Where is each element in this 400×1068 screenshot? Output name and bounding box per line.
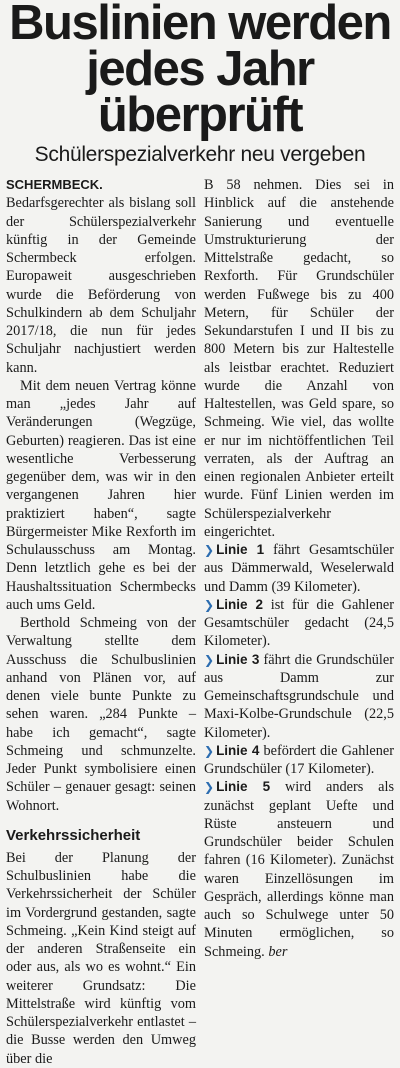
paragraph-schmeing: Berthold Schmeing von der Verwaltung stellte dem Ausschuss die Schulbuslinien anhand von Plänen vor, auf denen viele bunte Punkte zu sehen waren. „284 Punkte – habe ich gemacht“, sagte Schmeing und schmunzelte. Jeder Punkt symbolisiere einen Schüler – genauer gesagt: seinen Wohnort.: [6, 615, 196, 814]
triangle-bullet-icon: ❯: [204, 597, 215, 612]
article-columns: [6, 176, 394, 1068]
line-item-5: [204, 778, 394, 961]
line-3-label: Linie 3: [216, 651, 260, 667]
line-item-2: [204, 596, 394, 651]
headline-line-2: jedes Jahr: [86, 42, 314, 96]
triangle-bullet-icon: ❯: [204, 743, 215, 758]
triangle-bullet-icon: ❯: [204, 652, 215, 667]
section-heading: Verkehrssicherheit: [6, 826, 141, 844]
line-2-label: Linie 2: [216, 596, 263, 612]
paragraph-safety: Bei der Planung der Schulbuslinien habe die Verkehrssicherheit der Schüler im Vordergrund gestanden, sagte Schmeing. „Kein Kind steigt auf der anderen Straßenseite ein oder aus, als wo es wohnt.“ Ein weiterer Grundsatz: Die Mittelstraße wird künftig vom Schülerspezialverkehr entlastet – die Busse werden den Umweg über die: [6, 849, 196, 1067]
column-right: [204, 176, 394, 1068]
line-1-text: fährt Gesamtschüler aus Dämmerwald, Weselerwald und Damm (39 Kilometer).: [204, 542, 394, 595]
author-signature: ber: [268, 943, 288, 960]
paragraph-intro: [6, 176, 196, 377]
triangle-bullet-icon: ❯: [204, 780, 215, 795]
paragraph-contract: Mit dem neuen Vertrag könne man „jedes Jahr auf Veränderungen (Wegzüge, Geburten) reagieren. Das ist eine wesentliche Verbesserung gegenüber dem, was wir in den vergangenen Jahren hier praktiziert haben“, sagte Bürgermeister Mike Rexforth im Schulausschuss am Montag. Denn letztlich gehe es bei der Haushaltssituation Schermbecks auch ums Geld.: [6, 377, 196, 613]
headline: [6, 0, 394, 142]
line-1-label: Linie 1: [216, 542, 265, 557]
line-4-label: Linie 4: [216, 742, 260, 758]
triangle-bullet-icon: ❯: [204, 543, 215, 557]
paragraph-intro-text: Bedarfsgerechter als bislang soll der Schülerspezialverkehr künftig in der Gemeinde Schermbeck erfolgen. Europaweit ausgeschrieben wurde die Beförderung von Schulkindern ab dem Schuljahr 2017/18, die nun für jedes Schuljahr nachjustiert werden kann.: [6, 195, 196, 376]
headline-line-1: Buslinien werden: [9, 0, 391, 50]
subheadline: Schülerspezialverkehr neu vergeben: [34, 143, 366, 166]
line-5-text: wird anders als zunächst geplant Uefte und Rüste ansteuern und Grundschüler beider Schulen fahren (16 Kilometer). Zunächst waren Einzellösungen im Gespräch, allerdings könne man auch so Schulwege unter 50 Minuten ermöglichen, so Schmeing.: [204, 779, 395, 960]
line-item-1: [204, 541, 394, 596]
line-4-text: befördert die Gahlener Grundschüler (17 Kilometer).: [204, 742, 394, 777]
headline-line-3: überprüft: [97, 88, 303, 142]
dateline: SCHERMBECK.: [6, 177, 103, 192]
line-item-3: [204, 651, 394, 742]
paragraph-b58: B 58 nehmen. Dies sei in Hinblick auf die anstehende Sanierung und eventuelle Umstrukturierung der Mittelstraße gedacht, so Rexforth. Für Grundschüler werden Fußwege bis zu 400 Metern, für Schüler der Sekundarstufen I und II bis zu 800 Metern bis zur Haltestelle als leistbar erachtet. Reduziert wurde die Anzahl von Haltestellen, was Geld spare, so Schmeing. Wie viel, das wollte er nur im nichtöffentlichen Teil verraten, als der Auftrag an einen regionalen Anbieter erteilt wurde. Fünf Linien werden im Schülerspezialverkehr eingerichtet.: [204, 177, 394, 540]
line-2-text: ist für die Gahlener Gesamtschüler gedacht (24,5 Kilometer).: [204, 596, 395, 650]
line-3-text: fährt die Grundschüler aus Damm zur Gemeinschaftsgrundschule und Maxi-Kolbe-Grundschule (22,5 Kilometer).: [204, 651, 395, 741]
line-item-4: [204, 742, 394, 779]
line-5-label: Linie 5: [216, 779, 271, 795]
column-left: [6, 176, 196, 1068]
